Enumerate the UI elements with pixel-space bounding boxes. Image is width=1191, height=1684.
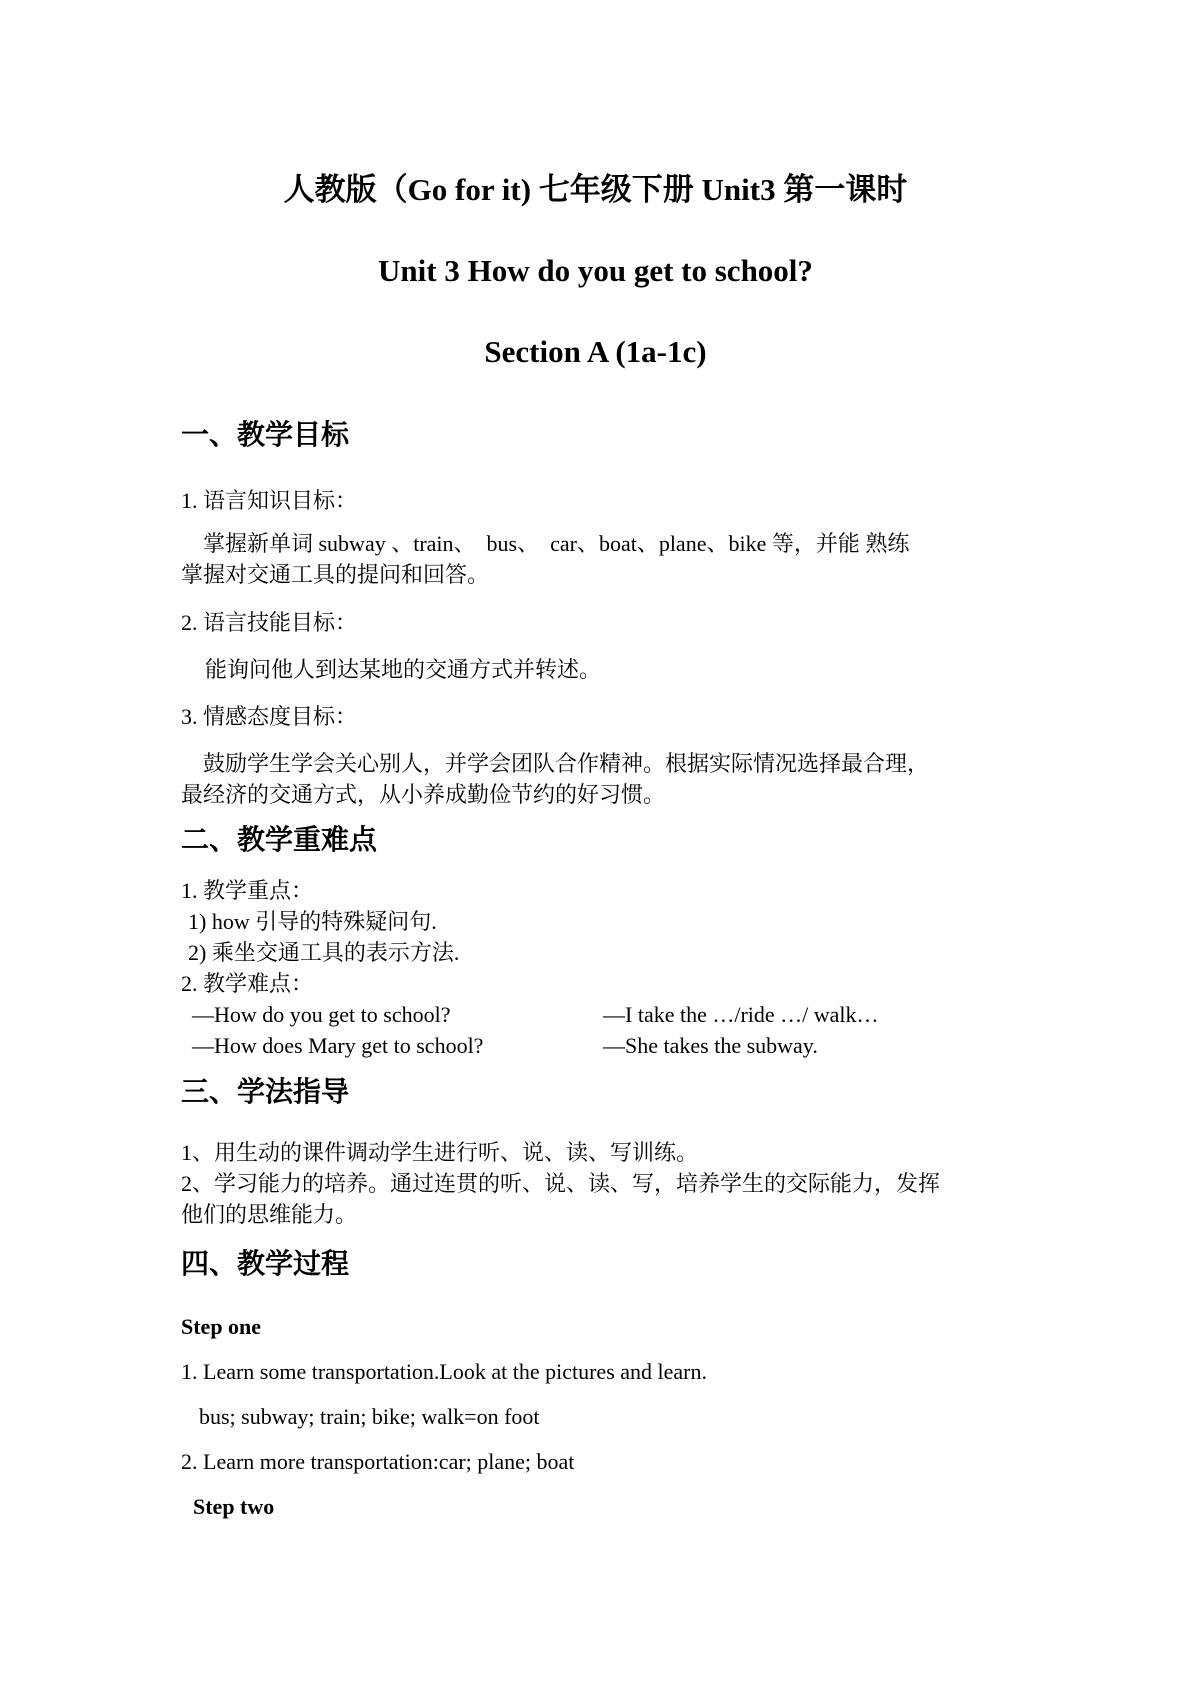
step-one-words: bus; subway; train; bike; walk=on foot: [199, 1404, 540, 1429]
section4-heading: 四、教学过程: [181, 1247, 350, 1280]
step-two-heading: Step two: [193, 1494, 275, 1519]
dialog-answer-1: —I take the …/ride …/ walk…: [603, 1002, 879, 1027]
dialog-question-2: —How does Mary get to school?: [192, 1033, 484, 1058]
section-title: Section A (1a-1c): [484, 334, 707, 369]
method-item-2-line2: 他们的思维能力。: [181, 1202, 358, 1227]
objective-3-text-line2: 最经济的交通方式，从小养成勤俭节约的好习惯。: [181, 782, 666, 807]
step-one-item-2: 2. Learn more transportation:car; plane; boat: [181, 1449, 575, 1474]
dialog-question-1: —How do you get to school?: [192, 1002, 451, 1027]
key-point-2: 2) 乘坐交通工具的表示方法.: [188, 940, 460, 965]
section1-heading: 一、教学目标: [181, 418, 350, 451]
objective-1-label: 1. 语言知识目标：: [181, 488, 358, 513]
key-point-1: 1) how 引导的特殊疑问句.: [188, 909, 437, 934]
section2-heading: 二、教学重难点: [181, 823, 378, 856]
difficult-point-label: 2. 教学难点：: [181, 971, 314, 996]
objective-3-label: 3. 情感态度目标：: [181, 704, 358, 729]
objective-3-text-line1: 鼓励学生学会关心别人，并学会团队合作精神。根据实际情况选择最合理，: [203, 751, 930, 776]
main-title: 人教版（Go for it) 七年级下册 Unit3 第一课时: [283, 172, 908, 207]
method-item-1: 1、用生动的课件调动学生进行听、说、读、写训练。: [181, 1140, 699, 1165]
objective-1-text-line2: 掌握对交通工具的提问和回答。: [181, 562, 490, 587]
key-point-label: 1. 教学重点：: [181, 878, 314, 903]
method-item-2-line1: 2、学习能力的培养。通过连贯的听、说、读、写，培养学生的交际能力，发挥: [181, 1171, 941, 1196]
step-one-heading: Step one: [181, 1314, 262, 1339]
objective-1-text-line1: 掌握新单词 subway 、train、 bus、 car、boat、plane、bike 等，并能 熟练: [203, 531, 910, 556]
section3-heading: 三、学法指导: [181, 1075, 350, 1108]
unit-title: Unit 3 How do you get to school?: [378, 253, 813, 288]
dialog-answer-2: —She takes the subway.: [603, 1033, 818, 1058]
step-one-item-1: 1. Learn some transportation.Look at the pictures and learn.: [181, 1359, 707, 1384]
objective-2-text: 能询问他人到达某地的交通方式并转述。: [205, 657, 602, 682]
objective-2-label: 2. 语言技能目标：: [181, 610, 358, 635]
